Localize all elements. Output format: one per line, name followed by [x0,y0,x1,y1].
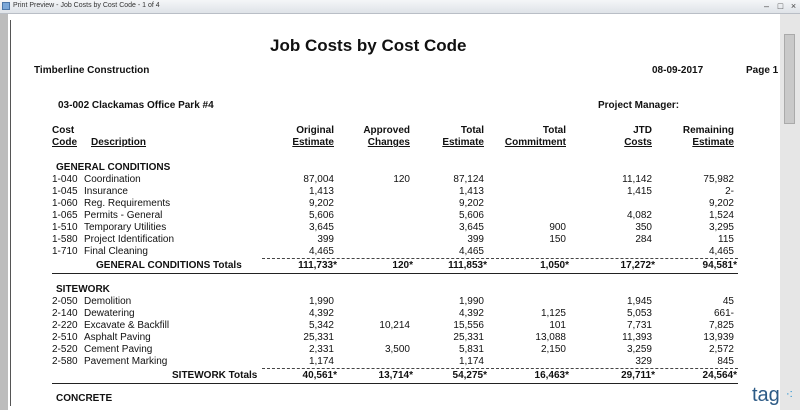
header-total: Total [460,125,484,136]
total-commitment: 16,463* [534,370,569,381]
report-title: Job Costs by Cost Code [270,36,467,55]
row-jtd: 1,945 [626,296,652,307]
row-total: 1,990 [458,296,484,307]
row-total: 87,124 [453,174,484,185]
row-description: Asphalt Paving [84,332,151,343]
row-total: 25,331 [453,332,484,343]
row-total: 1,413 [458,186,484,197]
window-titlebar [0,0,800,14]
row-total: 5,831 [458,344,484,355]
row-original: 87,004 [303,174,334,185]
row-remaining: 1,524 [708,210,734,221]
row-jtd: 4,082 [626,210,652,221]
header-cost: Cost [52,125,75,136]
total-remaining: 24,564* [702,370,737,381]
row-code: 2-520 [52,344,78,355]
row-original: 2,331 [308,344,334,355]
report-date: 08-09-2017 [652,65,704,76]
row-description: Project Identification [84,234,175,245]
row-changes: 10,214 [379,320,410,331]
total-original: 40,561* [302,370,337,381]
row-jtd: 284 [635,234,652,245]
header-total-estimate: Estimate [442,137,484,148]
row-description: Dewatering [84,308,135,319]
total-changes: 13,714* [378,370,413,381]
row-description: Temporary Utilities [84,222,167,233]
row-description: Final Cleaning [84,246,148,257]
row-remaining: 13,939 [703,332,734,343]
row-code: 1-065 [52,210,78,221]
row-code: 2-510 [52,332,78,343]
row-original: 5,606 [308,210,334,221]
row-remaining: 2- [725,186,734,197]
tag-logo-mark: ·: [786,388,793,400]
row-code: 1-710 [52,246,78,257]
row-total: 4,392 [458,308,484,319]
company-name: Timberline Construction [34,65,150,76]
scrollbar-thumb[interactable] [784,34,795,124]
row-total: 9,202 [458,198,484,209]
row-jtd: 350 [635,222,652,233]
close-icon[interactable]: × [790,1,797,11]
row-remaining: 115 [718,234,734,245]
header-code: Code [52,137,77,148]
row-code: 1-045 [52,186,78,197]
row-total: 3,645 [458,222,484,233]
preview-background [0,14,8,410]
row-code: 1-040 [52,174,78,185]
row-code: 2-220 [52,320,78,331]
row-remaining: 75,982 [703,174,734,185]
maximize-icon[interactable]: □ [777,1,784,11]
row-jtd: 1,415 [626,186,652,197]
row-original: 4,465 [308,246,334,257]
row-code: 2-050 [52,296,78,307]
row-commitment: 2,150 [540,344,566,355]
window-title: Print Preview - Job Costs by Cost Code - 1 of 4 [13,2,160,9]
row-description: Reg. Requirements [84,198,171,209]
job-title: 03-002 Clackamas Office Park #4 [58,100,214,111]
row-commitment: 1,125 [540,308,566,319]
page-number: Page 1 [746,65,779,76]
row-changes: 120 [393,174,410,185]
row-code: 2-140 [52,308,78,319]
page-margin-line [10,20,11,406]
row-code: 1-580 [52,234,78,245]
row-remaining: 45 [722,296,734,307]
header-remaining: Remaining [682,125,734,136]
row-jtd: 11,142 [622,174,652,185]
section-title-concrete: CONCRETE [56,393,113,404]
row-commitment: 13,088 [535,332,566,343]
row-jtd: 7,731 [626,320,652,331]
header-jtd-costs: Costs [624,137,652,148]
row-description: Excavate & Backfill [84,320,170,331]
header-approved-changes: Changes [367,137,410,148]
row-remaining: 845 [717,356,734,367]
row-jtd: 11,393 [622,332,652,343]
header-approved: Approved [363,125,410,136]
row-remaining: 661- [713,308,734,319]
row-description: Permits - General [84,210,163,221]
vertical-scrollbar[interactable] [780,14,800,410]
section-totals-label: GENERAL CONDITIONS Totals [96,260,242,271]
header-remaining-estimate: Estimate [692,137,734,148]
row-original: 399 [317,234,334,245]
row-original: 9,202 [308,198,334,209]
row-remaining: 4,465 [708,246,734,257]
row-description: Demolition [84,296,132,307]
row-changes: 3,500 [384,344,410,355]
minimize-icon[interactable]: – [763,1,769,11]
header-total-commitment: Commitment [504,137,566,148]
total-original: 111,733* [298,260,337,271]
row-original: 1,174 [308,356,334,367]
total-changes: 120* [392,260,413,271]
row-code: 1-060 [52,198,78,209]
row-jtd: 329 [635,356,652,367]
section-rule [52,273,738,274]
row-remaining: 7,825 [708,320,734,331]
row-description: Cement Paving [84,344,153,355]
header-jtd: JTD [633,125,652,136]
project-manager-label: Project Manager: [598,100,680,111]
app-icon [2,2,10,10]
row-code: 1-510 [52,222,78,233]
section-rule [52,383,738,384]
section-title-sitework: SITEWORK [56,284,110,295]
tag-logo-text: tag [752,384,780,406]
row-total: 1,174 [458,356,484,367]
row-remaining: 9,202 [708,198,734,209]
row-jtd: 5,053 [626,308,652,319]
total-commitment: 1,050* [540,260,569,271]
row-total: 4,465 [458,246,484,257]
row-original: 4,392 [308,308,334,319]
total-estimate: 54,275* [452,370,487,381]
row-commitment: 900 [549,222,566,233]
total-remaining: 94,581* [702,260,737,271]
row-description: Pavement Marking [84,356,168,367]
row-code: 2-580 [52,356,78,367]
row-description: Coordination [84,174,141,185]
row-total: 399 [467,234,484,245]
totals-separator [262,258,738,259]
tag-logo [752,384,800,410]
row-original: 1,990 [308,296,334,307]
totals-separator [262,368,738,369]
row-jtd: 3,259 [626,344,652,355]
row-original: 25,331 [303,332,334,343]
row-original: 3,645 [308,222,334,233]
row-total: 15,556 [453,320,484,331]
section-title-general-conditions: GENERAL CONDITIONS [56,162,171,173]
total-jtd: 17,272* [620,260,655,271]
row-commitment: 101 [549,320,566,331]
header-original-estimate: Estimate [292,137,334,148]
row-remaining: 3,295 [708,222,734,233]
header-description: Description [91,137,147,148]
section-totals-label: SITEWORK Totals [172,370,258,381]
row-original: 1,413 [308,186,334,197]
row-commitment: 150 [549,234,566,245]
header-total-2: Total [542,125,566,136]
total-estimate: 111,853* [448,260,487,271]
header-original: Original [296,125,334,136]
row-original: 5,342 [308,320,334,331]
row-total: 5,606 [458,210,484,221]
row-description: Insurance [84,186,128,197]
total-jtd: 29,711* [621,370,655,381]
row-remaining: 2,572 [708,344,734,355]
